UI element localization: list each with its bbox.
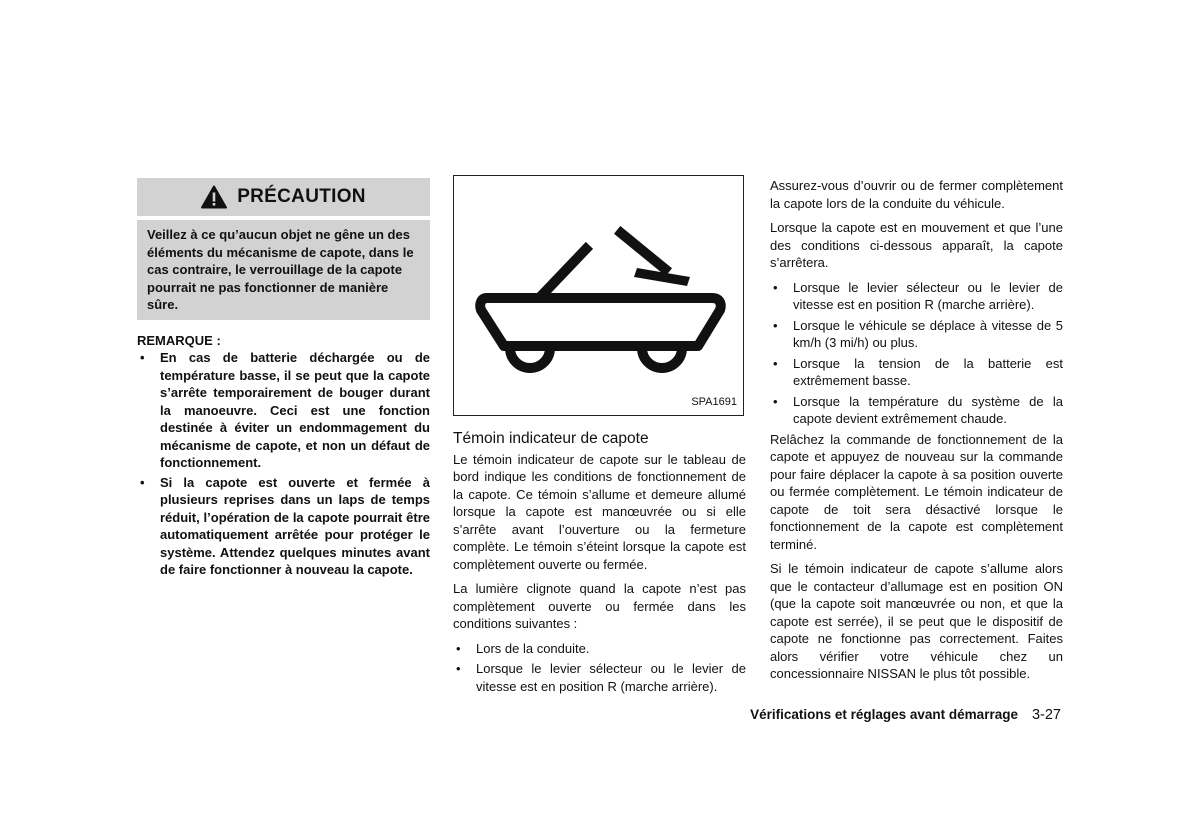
middle-column (453, 175, 746, 698)
caution-header (137, 178, 430, 216)
right-column (770, 177, 1063, 690)
list-item: • Lorsque la température du système de la capote devient extrêmement chaude. (770, 393, 1063, 428)
paragraph: Lorsque la capote est en mouvement et que l’une des conditions ci-dessous apparaît, la capote s’arrêtera. (770, 220, 1063, 270)
page-number: 3-27 (1031, 707, 1061, 723)
stop-condition-list (770, 279, 1063, 428)
remark-title: REMARQUE : (137, 332, 221, 348)
condition-list (453, 640, 746, 696)
list-item: • Lorsque le levier sélecteur ou le levier de vitesse est en position R (marche arrière). (770, 279, 1063, 314)
page-footer (600, 707, 1061, 723)
chapter-title: Vérifications et réglages avant démarrage (750, 707, 1018, 722)
warning-triangle-icon (201, 185, 227, 209)
caution-title: PRÉCAUTION (237, 186, 366, 208)
paragraph: La lumière clignote quand la capote n’est pas complètement ouverte ou fermée dans les conditions suivantes : (453, 581, 746, 631)
figure-frame (453, 175, 744, 416)
left-column (137, 178, 430, 581)
figure-code: SPA1691 (691, 395, 737, 408)
paragraph: Relâchez la commande de fonctionnement de la capote et appuyez de nouveau sur la commande pour faire déplacer la capote à sa position ouverte ou fermée complètement. Le témoin indicateur de capote de toit sera désactivé lorsque le fonctionnement de la capote est complètement terminé. (770, 431, 1063, 552)
remark-list (137, 349, 430, 579)
list-item: • Lorsque le levier sélecteur ou le levier de vitesse est en position R (marche arrière). (453, 660, 746, 695)
list-item: • Lors de la conduite. (453, 640, 746, 658)
remark-item: • Si la capote est ouverte et fermée à plusieurs reprises dans un laps de temps réduit, l’opération de la capote pourrait être automatiquement arrêtée pour protéger le système. Attendez quelques minutes avant de faire fonctionner à nouveau la capote. (137, 474, 430, 579)
list-item: • Lorsque la tension de la batterie est extrêmement basse. (770, 355, 1063, 390)
paragraph: Le témoin indicateur de capote sur le tableau de bord indique les conditions de fonctionnement de la capote. Ce témoin s’allume et demeure allumé lorsque la capote est manœuvrée ou si elle s’arrête avant l’ouverture ou la fermeture complète. Le témoin s’éteint lorsque la capote est complètement ouverte ou fermée. (453, 451, 746, 572)
section-title: Témoin indicateur de capote (453, 430, 649, 447)
list-item: • Lorsque le véhicule se déplace à vitesse de 5 km/h (3 mi/h) ou plus. (770, 317, 1063, 352)
caution-box (137, 178, 430, 320)
convertible-top-indicator-icon (454, 176, 745, 417)
caution-text: Veillez à ce qu’aucun objet ne gêne un des éléments du mécanisme de capote, dans le cas contraire, le verrouillage de la capote pourrait ne pas fonctionner de manière sûre. (147, 227, 414, 312)
remark-item: • En cas de batterie déchargée ou de température basse, il se peut que la capote s’arrête temporairement de bouger durant la manoeuvre. Ceci est une fonction destinée à éviter un endommagement du mécanisme de capote, et non un défaut de fonctionnement. (137, 349, 430, 472)
paragraph: Si le témoin indicateur de capote s’allume alors que le contacteur d’allumage est en position ON (que la capote soit manœuvrée ou non, et que la capote est serrée), il se peut que le dispositif de capote ne fonctionne pas correctement. Faites alors vérifier votre véhicule chez un concessionnaire NISSAN le plus tôt possible. (770, 561, 1063, 681)
paragraph: Assurez-vous d’ouvrir ou de fermer complètement la capote lors de la conduite du véhicule. (770, 178, 1063, 211)
